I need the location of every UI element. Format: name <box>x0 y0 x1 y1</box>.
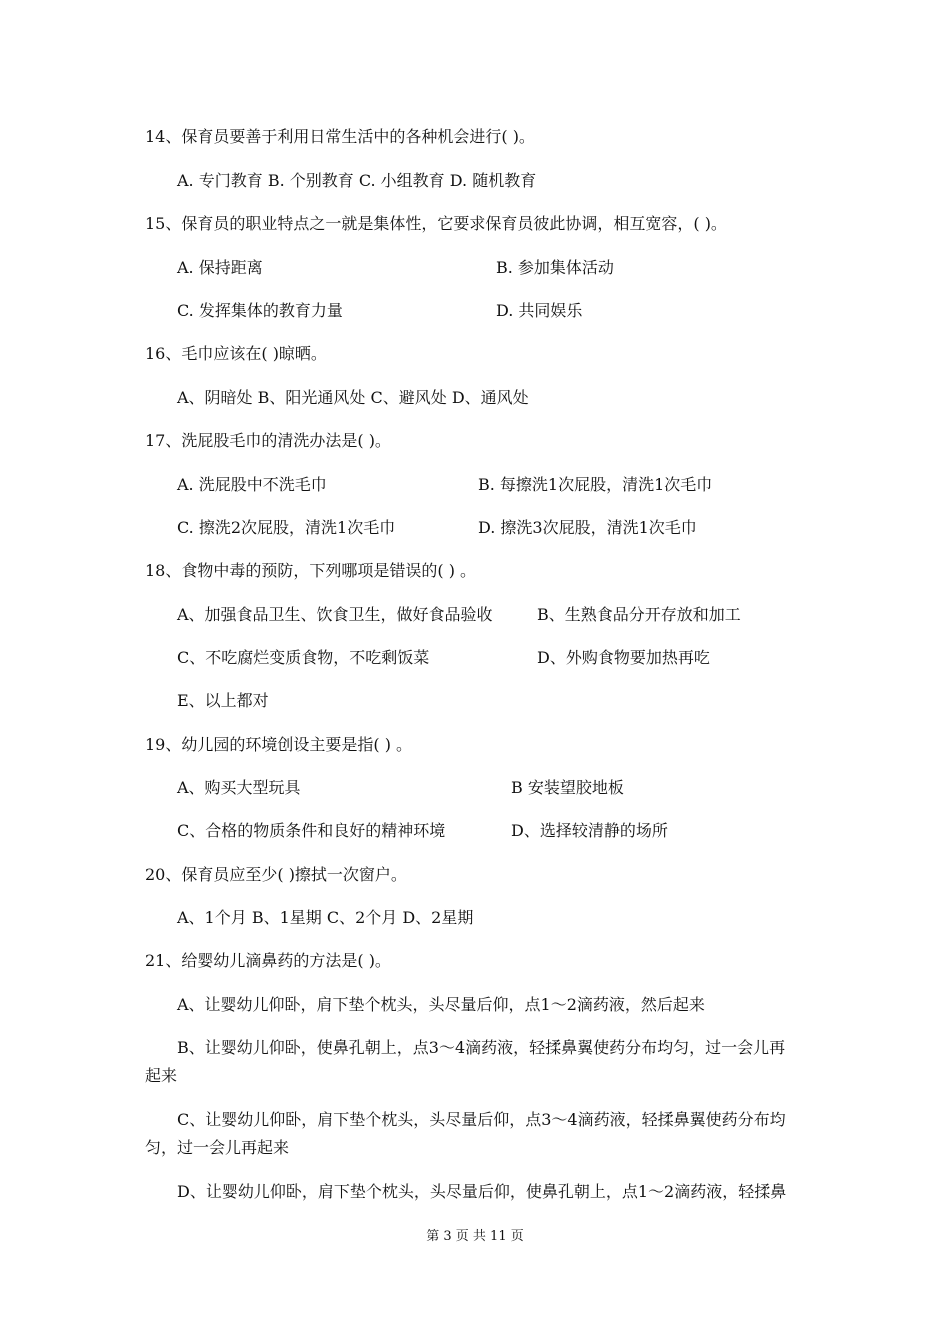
question-18-option-e: E、以上都对 <box>177 691 269 710</box>
question-21-option-c-line1: C、让婴幼儿仰卧，肩下垫个枕头，头尽量后仰，点3～4滴药液，轻揉鼻翼使药分布均 <box>177 1110 786 1129</box>
question-14-stem: 14、保育员要善于利用日常生活中的各种机会进行( )。 <box>145 127 535 146</box>
question-19-option-a: A、购买大型玩具 <box>177 778 301 797</box>
question-20-options: A、1个月 B、1星期 C、2个月 D、2星期 <box>177 908 474 927</box>
question-21-option-d-line1: D、让婴幼儿仰卧，肩下垫个枕头，头尽量后仰，使鼻孔朝上，点1～2滴药液，轻揉鼻 <box>177 1182 787 1201</box>
question-15-option-c: C. 发挥集体的教育力量 <box>177 301 343 320</box>
question-15-option-a: A. 保持距离 <box>177 258 263 277</box>
question-18-option-d: D、外购食物要加热再吃 <box>537 648 710 667</box>
question-16-options: A、阴暗处 B、阳光通风处 C、避风处 D、通风处 <box>177 388 529 407</box>
question-21-option-b-line2: 起来 <box>145 1066 178 1085</box>
question-17-stem: 17、洗屁股毛巾的清洗办法是( )。 <box>145 431 391 450</box>
question-18-option-c: C、不吃腐烂变质食物，不吃剩饭菜 <box>177 648 430 667</box>
question-14-options: A. 专门教育 B. 个别教育 C. 小组教育 D. 随机教育 <box>177 171 537 190</box>
question-15-option-b: B. 参加集体活动 <box>496 258 614 277</box>
page-number-footer: 第 3 页 共 11 页 <box>426 1229 524 1244</box>
question-21-stem: 21、给婴幼儿滴鼻药的方法是( )。 <box>145 951 391 970</box>
question-19-stem: 19、幼儿园的环境创设主要是指( ) 。 <box>145 735 413 754</box>
question-17-option-b: B. 每擦洗1次屁股，清洗1次毛巾 <box>478 475 713 494</box>
question-17-option-c: C. 擦洗2次屁股，清洗1次毛巾 <box>177 518 396 537</box>
question-19-option-c: C、合格的物质条件和良好的精神环境 <box>177 821 446 840</box>
question-16-stem: 16、毛巾应该在( )晾晒。 <box>145 344 327 363</box>
question-17-option-d: D. 擦洗3次屁股，清洗1次毛巾 <box>478 518 697 537</box>
question-20-stem: 20、保育员应至少( )擦拭一次窗户。 <box>145 865 407 884</box>
question-15-stem: 15、保育员的职业特点之一就是集体性，它要求保育员彼此协调，相互宽容，( )。 <box>145 214 727 233</box>
question-15-option-d: D. 共同娱乐 <box>496 301 583 320</box>
question-18-option-a: A、加强食品卫生、饮食卫生，做好食品验收 <box>177 605 493 624</box>
question-21-option-c-line2: 匀，过一会儿再起来 <box>145 1138 290 1157</box>
question-18-option-b: B、生熟食品分开存放和加工 <box>537 605 741 624</box>
question-19-option-d: D、选择较清静的场所 <box>511 821 668 840</box>
question-17-option-a: A. 洗屁股中不洗毛巾 <box>177 475 327 494</box>
question-21-option-b-line1: B、让婴幼儿仰卧，使鼻孔朝上，点3～4滴药液，轻揉鼻翼使药分布均匀，过一会儿再 <box>177 1038 786 1057</box>
question-18-stem: 18、食物中毒的预防，下列哪项是错误的( ) 。 <box>145 561 477 580</box>
question-19-option-b: B 安装望胶地板 <box>511 778 624 797</box>
question-21-option-a: A、让婴幼儿仰卧，肩下垫个枕头，头尽量后仰，点1～2滴药液，然后起来 <box>177 995 705 1014</box>
